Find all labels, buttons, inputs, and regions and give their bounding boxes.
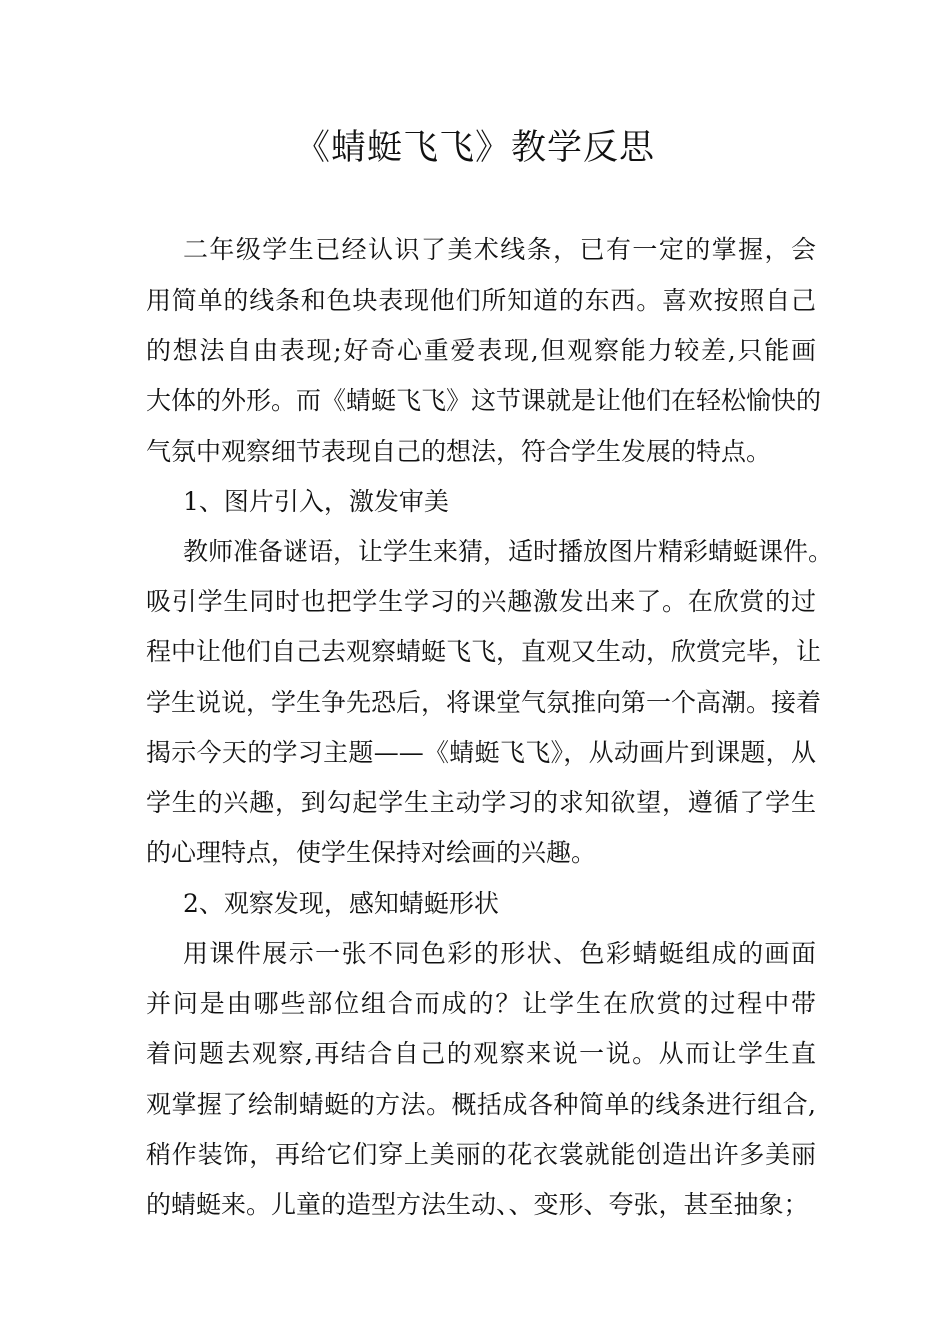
paragraph-line: 观掌握了绘制蜻蜓的方法。概括成各种简单的线条进行组合,	[146, 1090, 816, 1119]
section-heading: 2、观察发现，感知蜻蜓形状	[183, 889, 499, 918]
paragraph-line: 揭示今天的学习主题——《蜻蜓飞飞》，从动画片到课题，从	[146, 738, 816, 767]
paragraph-line: 并问是由哪些部位组合而成的？让学生在欣赏的过程中带	[146, 989, 816, 1018]
paragraph-line: 着问题去观察,再结合自己的观察来说一说。从而让学生直	[146, 1039, 816, 1068]
paragraph-line: 学生的兴趣，到勾起学生主动学习的求知欲望，遵循了学生	[146, 788, 816, 817]
section-heading: 1、图片引入，激发审美	[183, 487, 449, 516]
paragraph-line: 吸引学生同时也把学生学习的兴趣激发出来了。在欣赏的过	[146, 587, 816, 616]
paragraph-line: 的心理特点，使学生保持对绘画的兴趣。	[146, 838, 597, 867]
paragraph-line: 二年级学生已经认识了美术线条，已有一定的掌握，会	[183, 235, 816, 264]
paragraph-line: 学生说说，学生争先恐后，将课堂气氛推向第一个高潮。接着	[146, 688, 822, 717]
paragraph-line: 大体的外形。而《蜻蜓飞飞》这节课就是让他们在轻松愉快的	[146, 386, 822, 415]
paragraph-line: 气氛中观察细节表现自己的想法，符合学生发展的特点。	[146, 437, 772, 466]
paragraph-line: 的想法自由表现;好奇心重爱表现,但观察能力较差,只能画	[146, 336, 816, 365]
paragraph-line: 的蜻蜓来。儿童的造型方法生动、、变形、夸张，甚至抽象；	[146, 1190, 809, 1219]
paragraph-line: 教师准备谜语，让学生来猜，适时播放图片精彩蜻蜓课件。	[183, 537, 834, 566]
paragraph-line: 程中让他们自己去观察蜻蜓飞飞，直观又生动，欣赏完毕，让	[146, 637, 822, 666]
paragraph-line: 用课件展示一张不同色彩的形状、色彩蜻蜓组成的画面	[183, 939, 816, 968]
document-title: 《蜻蜓飞飞》教学反思	[294, 128, 655, 168]
paragraph-line: 用简单的线条和色块表现他们所知道的东西。喜欢按照自己	[146, 286, 816, 315]
paragraph-line: 稍作装饰，再给它们穿上美丽的花衣裳就能创造出许多美丽	[146, 1140, 816, 1169]
